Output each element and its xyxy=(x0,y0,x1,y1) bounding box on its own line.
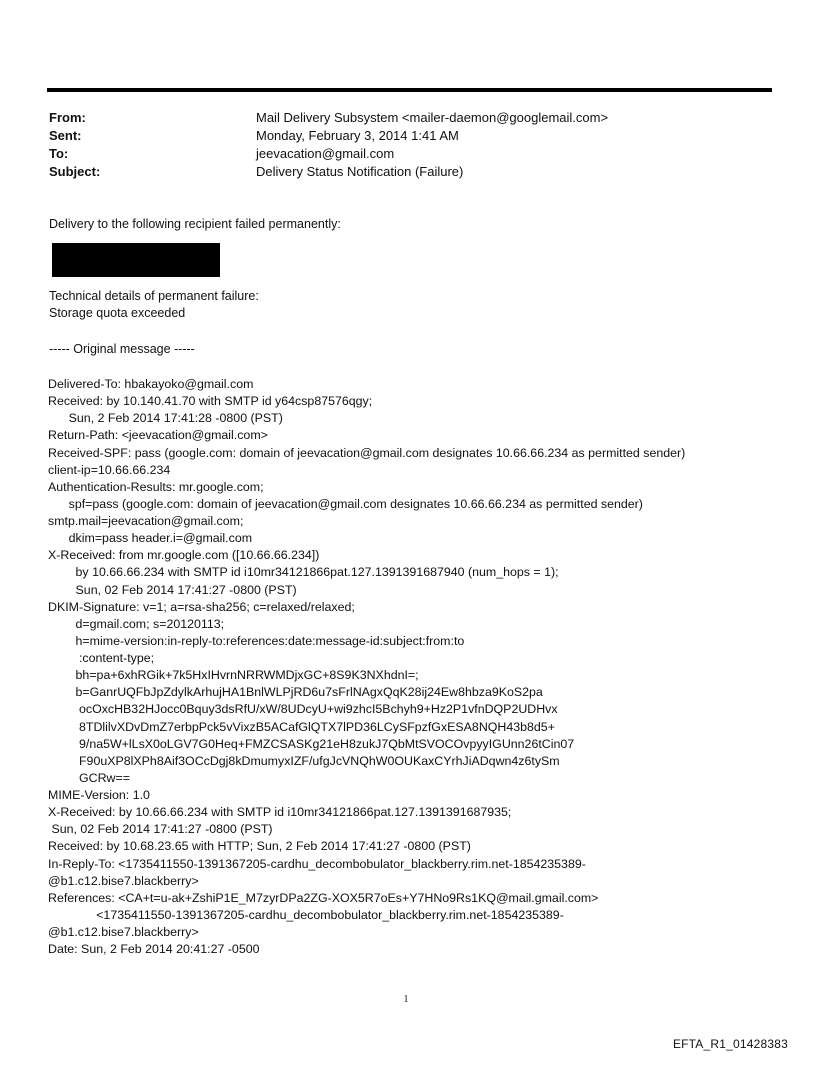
header-line: <1735411550-1391367205-cardhu_decombobulator_blackberry.rim.net-1854235389- xyxy=(48,907,564,922)
subject-label: Subject: xyxy=(49,164,101,179)
header-line: @b1.c12.bise7.blackberry> xyxy=(48,873,199,888)
header-line: Authentication-Results: mr.google.com; xyxy=(48,479,264,494)
header-line: dkim=pass header.i=@gmail.com xyxy=(48,531,253,546)
header-line: spf=pass (google.com: domain of jeevacation@gmail.com designates 10.66.66.234 as permitted sender) xyxy=(48,496,643,511)
header-line: X-Received: by 10.66.66.234 with SMTP id i10mr34121866pat.127.1391391687935; xyxy=(48,805,512,820)
header-line: X-Received: from mr.google.com ([10.66.66.234]) xyxy=(48,548,320,563)
to-value: jeevacation@gmail.com xyxy=(256,146,395,161)
subject-value: Delivery Status Notification (Failure) xyxy=(256,164,464,179)
header-line: 8TDlilvXDvDmZ7erbpPck5vVixzB5ACafGlQTX7lPD36LCySFpzfGxESA8NQH43b8d5+ xyxy=(48,719,555,734)
header-line: Sun, 2 Feb 2014 17:41:28 -0800 (PST) xyxy=(48,411,283,426)
header-line: client-ip=10.66.66.234 xyxy=(48,462,171,477)
technical-details-heading: Technical details of permanent failure: xyxy=(49,289,259,303)
failure-reason: Storage quota exceeded xyxy=(49,306,186,320)
to-label: To: xyxy=(49,146,69,161)
header-line: 9/na5W+lLsX0oLGV7G0Heq+FMZCSASKg21eH8zukJ7QbMtSVOCOvpyyIGUnn26tCin07 xyxy=(48,736,575,751)
header-line: bh=pa+6xhRGik+7k5HxIHvrnNRRWMDjxGC+8S9K3NXhdnI=; xyxy=(48,668,419,683)
header-line: h=mime-version:in-reply-to:references:date:message-id:subject:from:to xyxy=(48,633,465,648)
header-line: DKIM-Signature: v=1; a=rsa-sha256; c=relaxed/relaxed; xyxy=(48,599,355,614)
header-line: References: <CA+t=u-ak+ZshiP1E_M7zyrDPa2ZG-XOX5R7oEs+Y7HNo9Rs1KQ@mail.gmail.com> xyxy=(48,890,599,905)
page-number: 1 xyxy=(403,994,409,1005)
header-line: Date: Sun, 2 Feb 2014 20:41:27 -0500 xyxy=(48,942,260,957)
original-message-marker: ----- Original message ----- xyxy=(49,342,195,356)
header-line: b=GanrUQFbJpZdylkArhujHA1BnlWLPjRD6u7sFrlNAgxQqK28ij24Ew8hbza9KoS2pa xyxy=(48,685,543,700)
header-line: d=gmail.com; s=20120113; xyxy=(48,616,225,631)
sent-value: Monday, February 3, 2014 1:41 AM xyxy=(256,128,459,143)
header-rule xyxy=(47,88,772,92)
original-message-headers xyxy=(48,376,788,958)
header-line: Sun, 02 Feb 2014 17:41:27 -0800 (PST) xyxy=(48,582,297,597)
header-line: F90uXP8lXPh8Aif3OCcDgj8kDmumyxIZF/ufgJcVNQhW0OUKaxCYrhJiADqwn4z6tySm xyxy=(48,753,560,768)
header-line: Return-Path: <jeevacation@gmail.com> xyxy=(48,428,268,443)
bates-number: EFTA_R1_01428383 xyxy=(672,1037,788,1051)
header-line: Received: by 10.140.41.70 with SMTP id y64csp87576qgy; xyxy=(48,394,373,409)
header-line: In-Reply-To: <1735411550-1391367205-cardhu_decombobulator_blackberry.rim.net-1854235389- xyxy=(48,856,586,871)
header-line: Delivered-To: hbakayoko@gmail.com xyxy=(48,377,254,391)
header-line: :content-type; xyxy=(48,651,155,665)
header-line: by 10.66.66.234 with SMTP id i10mr34121866pat.127.1391391687940 (num_hops = 1); xyxy=(48,565,559,580)
header-line: Received-SPF: pass (google.com: domain of jeevacation@gmail.com designates 10.66.66.234 as permitted sender) xyxy=(48,445,686,460)
sent-label: Sent: xyxy=(49,128,82,143)
from-label: From: xyxy=(49,110,86,125)
header-line: Sun, 02 Feb 2014 17:41:27 -0800 (PST) xyxy=(48,822,273,837)
header-line: smtp.mail=jeevacation@gmail.com; xyxy=(48,514,244,528)
header-line: Received: by 10.68.23.65 with HTTP; Sun, 2 Feb 2014 17:41:27 -0800 (PST) xyxy=(48,839,471,854)
from-value: Mail Delivery Subsystem <mailer-daemon@googlemail.com> xyxy=(256,110,609,125)
header-line: ocOxcHB32HJocc0Bquy3dsRfU/xW/8UDcyU+wi9zhcI5Bchyh9+Hz2P1vfnDQP2UDHvx xyxy=(48,702,558,717)
header-line: MIME-Version: 1.0 xyxy=(48,788,150,802)
header-line: @b1.c12.bise7.blackberry> xyxy=(48,925,199,939)
failure-intro: Delivery to the following recipient failed permanently: xyxy=(49,217,341,231)
header-line: GCRw== xyxy=(48,770,130,785)
redacted-recipient xyxy=(52,243,220,277)
